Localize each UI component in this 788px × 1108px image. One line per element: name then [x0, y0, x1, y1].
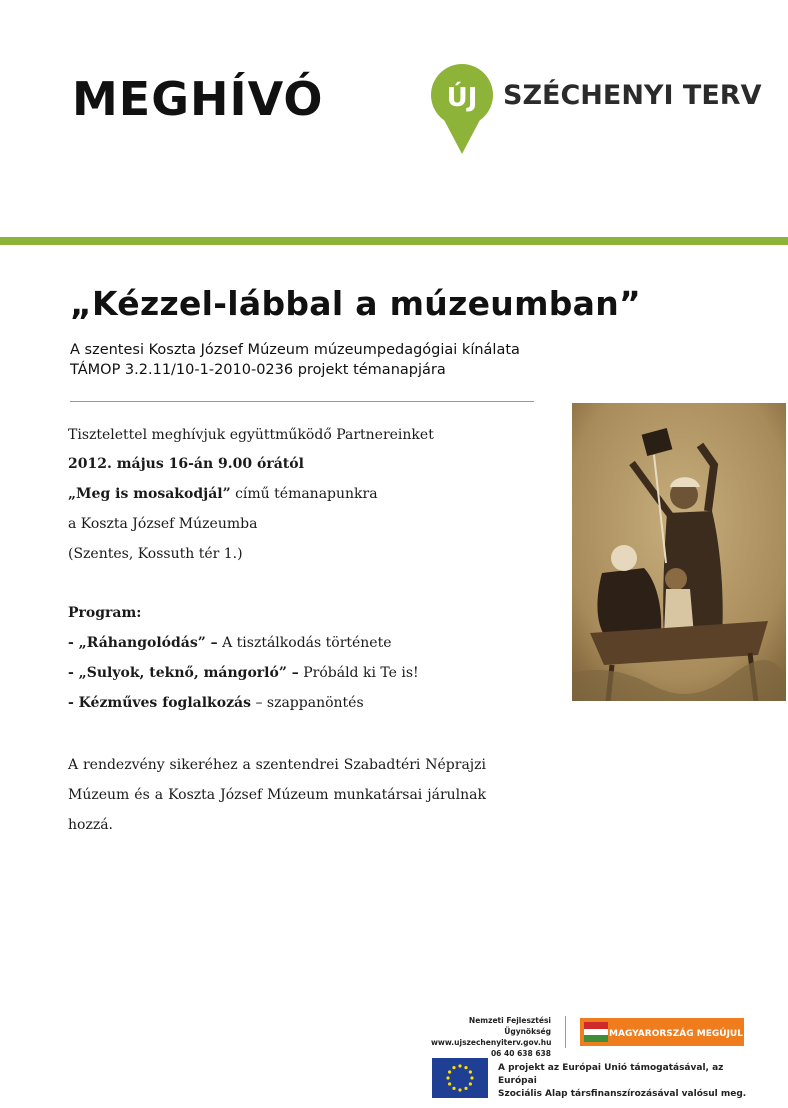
event-theme-rest: című témanapunkra — [230, 486, 378, 502]
eu-star — [458, 1064, 461, 1067]
event-theme — [68, 486, 378, 502]
title-rule — [70, 401, 534, 402]
eu-star — [469, 1070, 472, 1073]
eu-star — [464, 1087, 467, 1090]
closing-paragraph: A rendezvény sikeréhez a szentendrei Szabadtéri Néprajzi Múzeum és a Koszta József Múzeum munkatársai járulnak hozzá. — [68, 757, 486, 833]
header-divider — [0, 237, 788, 245]
agency-phone: 06 40 638 638 — [490, 1049, 551, 1058]
eu-note-line: Szociális Alap társfinanszírozásával valósul meg. — [498, 1089, 747, 1099]
program-heading-text: Program: — [68, 605, 142, 621]
eu-star — [470, 1076, 473, 1079]
program-heading — [68, 605, 141, 621]
eu-star — [469, 1082, 472, 1085]
eu-star — [458, 1088, 461, 1091]
eu-star — [448, 1070, 451, 1073]
agency-website: www.ujszechenyiterv.gov.hu — [431, 1038, 552, 1047]
event-address: (Szentes, Kossuth tér 1.) — [68, 546, 243, 562]
agency-info — [431, 1015, 551, 1059]
program-item-title: - Kézműves foglalkozás — [68, 695, 251, 711]
program-item — [68, 635, 392, 651]
subtitle-line: A szentesi Koszta József Múzeum múzeumpedagógiai kínálata — [70, 342, 520, 358]
subtitle-line: TÁMOP 3.2.11/10-1-2010-0236 projekt témanapjára — [70, 362, 446, 378]
invite-greeting: Tisztelettel meghívjuk együttműködő Partnereinket — [68, 427, 434, 443]
badge-text: MAGYARORSZÁG MEGÚJUL — [609, 1029, 743, 1039]
event-place: a Koszta József Múzeumba — [68, 516, 258, 532]
program-item — [68, 665, 419, 681]
event-date — [68, 456, 304, 472]
event-subtitle — [70, 340, 520, 380]
page-title: MEGHÍVÓ — [72, 72, 324, 126]
eu-star — [452, 1066, 455, 1069]
historic-photo — [572, 403, 786, 701]
eu-funding-note — [498, 1062, 748, 1101]
program-item-desc: – szappanöntés — [251, 695, 364, 711]
program-item-title: - „Ráhangolódás” – — [68, 635, 218, 651]
agency-name: Nemzeti Fejlesztési Ügynökség — [468, 1016, 551, 1036]
eu-star — [446, 1076, 449, 1079]
eu-star — [448, 1082, 451, 1085]
logo-badge-text: ÚJ — [446, 83, 478, 113]
program-item — [68, 695, 364, 711]
eu-star — [464, 1066, 467, 1069]
program-item-desc: Próbáld ki Te is! — [298, 665, 419, 681]
footer-divider — [565, 1016, 566, 1048]
eu-note-line: A projekt az Európai Unió támogatásával, az Európai — [498, 1063, 724, 1086]
eu-star — [452, 1087, 455, 1090]
event-title: „Kézzel-lábbal a múzeumban” — [70, 284, 642, 323]
magyarorszag-megujul-badge — [580, 1018, 744, 1046]
event-theme-name: „Meg is mosakodjál” — [68, 486, 231, 502]
logo-text: SZÉCHENYI TERV — [503, 80, 762, 111]
eu-flag-icon — [432, 1058, 488, 1098]
event-date-text: 2012. május 16-án 9.00 órától — [68, 456, 304, 472]
program-item-title: - „Sulyok, teknő, mángorló” – — [68, 665, 299, 681]
program-item-desc: A tisztálkodás története — [217, 635, 392, 651]
